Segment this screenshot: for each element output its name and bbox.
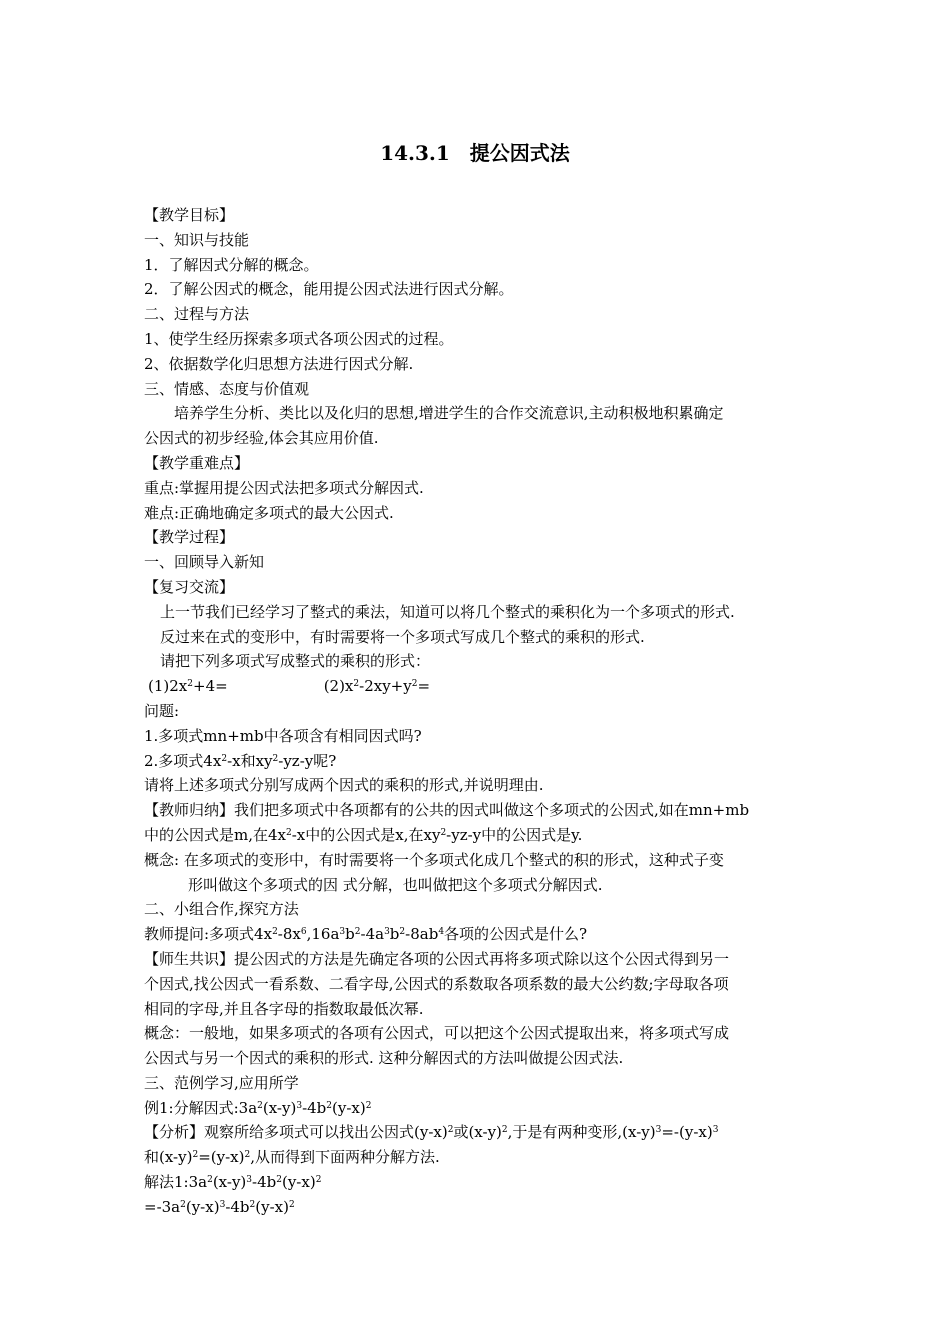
text-line: 难点:正确地确定多项式的最大公因式. [144, 503, 394, 522]
solution-1-step: $=-3a^2(y-x)^3-4b^2(y-x)^2$ [144, 1197, 295, 1216]
text-line: 请把下列多项式写成整式的乘积的形式： [160, 652, 431, 671]
text-line: 反过来在式的变形中，有时需要将一个多项式写成几个整式的乘积的形式. [160, 627, 645, 646]
text-line: 1．了解因式分解的概念。 [144, 255, 319, 274]
analysis: 【分析】观察所给多项式可以找出公因式$(y-x)^2$或$(x-y)^2$,于是有两种变形$,(x-y)^3=-(y-x)^3$ [144, 1123, 719, 1142]
question-2: 2.多项式$4x^2-x$和$xy^2-yz-y$呢? [144, 751, 337, 770]
question-heading: 问题: [144, 701, 180, 720]
teacher-question: 教师提问:多项式$4x^2-8x^6,16a^3b^2-4a^3b^2-8ab^4$各项的公因式是什么? [144, 925, 588, 944]
concept-1: 概念: 在多项式的变形中，有时需要将一个多项式化成几个整式的积的形式，这种式子变 [144, 850, 724, 869]
heading-process: 【教学过程】 [144, 528, 235, 547]
text-line: 上一节我们已经学习了整式的乘法，知道可以将几个整式的乘积化为一个多项式的形式. [160, 602, 735, 621]
teacher-summary: 【教师归纳】我们把多项式中各项都有的公共的因式叫做这个多项式的公因式,如在mn+mb [144, 801, 750, 820]
subheading-process: 二、过程与方法 [144, 305, 250, 324]
consensus-1: 【师生共识】提公因式的方法是先确定各项的公因式再将多项式除以这个公因式得到另一 [144, 949, 730, 968]
page-title: 14.3.1 提公因式法 [380, 141, 570, 165]
consensus-2: 个因式,找公因式一看系数、二看字母,公因式的系数取各项系数的最大公约数;字母取各项 [144, 974, 729, 993]
question-3: 请将上述多项式分别写成两个因式的乘积的形式,并说明理由. [144, 776, 544, 795]
analysis-cont: 和$(x-y)^2=(y-x)^2$,从而得到下面两种分解方法. [144, 1148, 440, 1167]
text-line: 重点:掌握用提公因式法把多项式分解因式. [144, 478, 424, 497]
text-line: 2、依据数学化归思想方法进行因式分解. [144, 354, 414, 373]
heading-objectives: 【教学目标】 [144, 206, 235, 224]
text-line: 公因式的初步经验,体会其应用价值. [144, 429, 379, 448]
section-3-heading: 三、范例学习,应用所学 [144, 1073, 299, 1092]
example-1: 例1:分解因式$:3a^2(x-y)^3-4b^2(y-x)^2$ [144, 1098, 372, 1117]
subheading-knowledge: 一、知识与技能 [144, 230, 250, 249]
concept-2: 概念：一般地，如果多项式的各项有公因式，可以把这个公因式提取出来，将多项式写成 [144, 1024, 730, 1043]
subheading-values: 三、情感、态度与价值观 [144, 379, 310, 398]
question-1: 1.多项式mn+mb中各项含有相同因式吗? [144, 726, 422, 745]
concept-1-cont: 形叫做这个多项式的因 式分解，也叫做把这个多项式分解因式. [188, 875, 603, 894]
heading-key-points: 【教学重难点】 [144, 453, 250, 472]
exercise-line: $(1)2x^2+4= (2)x^2-2xy+y^2=$ [148, 677, 431, 696]
text-line: 1、使学生经历探索多项式各项公因式的过程。 [144, 329, 454, 348]
consensus-3: 相同的字母,并且各字母的指数取最低次幂. [144, 999, 424, 1018]
subheading-review: 一、回顾导入新知 [144, 553, 265, 572]
teacher-summary-cont: 中的公因式是m,在$4x^2-x$中的公因式是x,在$xy^2-yz-y$中的公因式是y. [144, 825, 583, 844]
document-body [144, 203, 809, 1220]
text-line: 培养学生分析、类比以及化归的思想,增进学生的合作交流意识,主动积极地积累确定 [174, 404, 724, 423]
concept-2-cont: 公因式与另一个因式的乘积的形式. 这种分解因式的方法叫做提公因式法. [144, 1049, 624, 1068]
text-line: 2．了解公因式的概念，能用提公因式法进行因式分解。 [144, 280, 514, 299]
section-2-heading: 二、小组合作,探究方法 [144, 900, 299, 919]
heading-exchange: 【复习交流】 [144, 577, 235, 596]
solution-1: 解法$1:3a^2(x-y)^3-4b^2(y-x)^2$ [144, 1173, 322, 1192]
